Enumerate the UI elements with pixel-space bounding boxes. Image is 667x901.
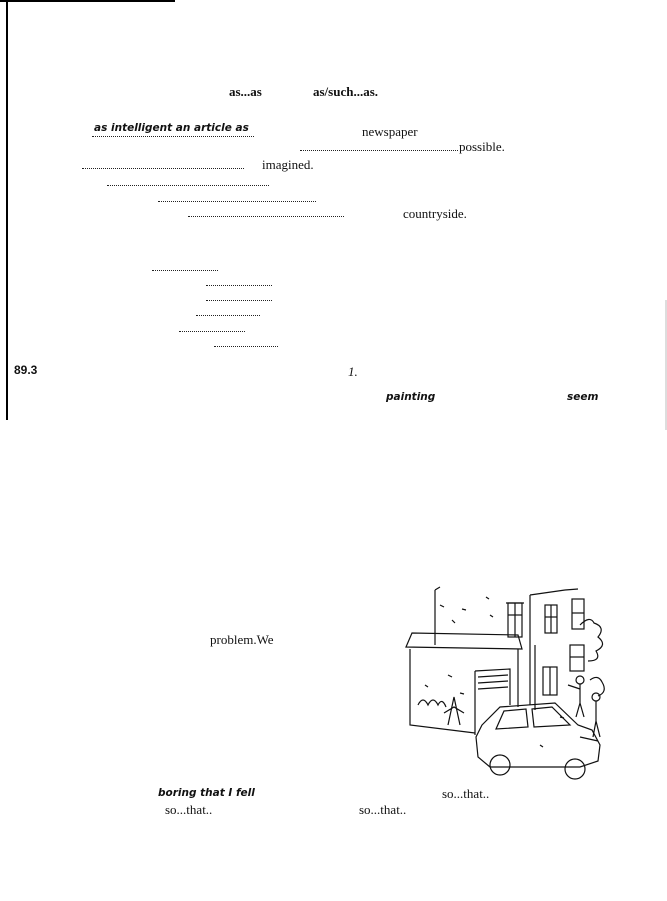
answer-blank[interactable] bbox=[188, 216, 344, 217]
short-answer-blank[interactable] bbox=[206, 300, 272, 301]
handwritten-painting: painting bbox=[386, 391, 436, 403]
pattern-so-that: so...that.. bbox=[359, 802, 407, 817]
short-answer-blank[interactable] bbox=[179, 331, 245, 332]
pattern-so-that: so...that.. bbox=[442, 786, 490, 801]
pattern-as-as: as...as bbox=[229, 84, 262, 99]
pattern-so-that: so...that.. bbox=[165, 802, 213, 817]
answer-blank[interactable] bbox=[158, 201, 316, 202]
word-newspaper: newspaper bbox=[362, 124, 418, 139]
word-countryside: countryside. bbox=[403, 206, 467, 221]
answer-blank[interactable] bbox=[300, 150, 458, 151]
item-number: 1. bbox=[348, 364, 358, 379]
handwritten-seem: seem bbox=[567, 391, 599, 403]
word-problem: problem.We bbox=[210, 632, 274, 647]
answer-blank[interactable] bbox=[107, 185, 269, 186]
short-answer-blank[interactable] bbox=[206, 285, 272, 286]
exercise-number: 89.3 bbox=[14, 363, 38, 377]
short-answer-blank[interactable] bbox=[152, 270, 218, 271]
answer-blank[interactable] bbox=[82, 168, 244, 169]
short-answer-blank[interactable] bbox=[214, 346, 278, 347]
word-imagined: imagined. bbox=[262, 157, 314, 172]
pattern-as-such-as: as/such...as. bbox=[313, 84, 379, 99]
word-possible: possible. bbox=[459, 139, 505, 154]
house-garage-car-illustration bbox=[400, 585, 615, 800]
example-answer-line bbox=[92, 136, 254, 137]
example-answer: as intelligent an article as bbox=[94, 122, 249, 134]
short-answer-blank[interactable] bbox=[196, 315, 260, 316]
page-top-rule bbox=[0, 0, 175, 2]
page-left-rule bbox=[6, 0, 8, 420]
handwritten-answer: boring that I fell bbox=[158, 787, 255, 799]
